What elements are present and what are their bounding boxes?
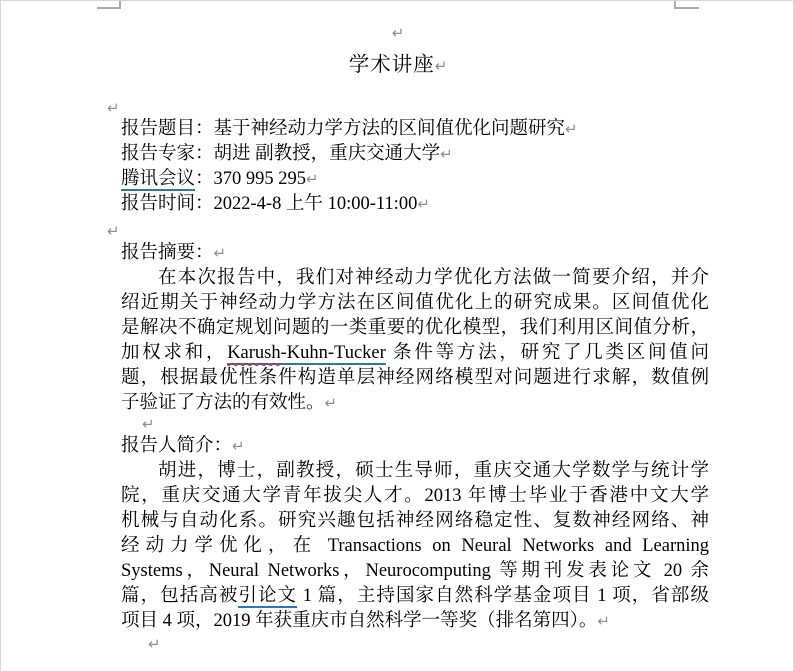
abstract-heading[interactable]	[121, 241, 709, 266]
abstract-line[interactable]	[121, 291, 709, 316]
bio-line[interactable]	[121, 609, 709, 634]
abstract-text: 子验证了方法的有效性。	[121, 393, 325, 413]
paragraph-mark-icon: ↵	[565, 120, 578, 138]
time-text: 报告时间：2022-4-8 上午 10:00-11:00	[121, 194, 418, 214]
info-line-time[interactable]	[121, 192, 709, 217]
bio-line[interactable]	[121, 484, 709, 509]
bio-heading-text: 报告人简介：	[121, 436, 233, 456]
abstract-text: 是解决不确定规划问题的一类重要的优化模型，我们利用区间值分析，	[121, 318, 709, 338]
abstract-text: 条件等方法，研究了几类区间值问	[385, 343, 709, 363]
info-line-topic[interactable]	[121, 117, 709, 142]
grammar-flagged-text: 引论文	[238, 586, 298, 606]
paragraph-mark-icon: ↵	[324, 394, 338, 412]
empty-paragraph[interactable]	[107, 96, 120, 121]
bio-line[interactable]	[121, 559, 709, 584]
bio-text: Systems，Neural Networks，Neurocomputing 等期刊发表论文 20 余	[121, 561, 709, 581]
bio-text: 项目 4 项，2019 年获重庆市自然科学一等奖（排名第四）。	[121, 611, 598, 631]
bio-text: 院，重庆交通大学青年拔尖人才。2013 年博士毕业于香港中文大学	[121, 486, 709, 506]
spellcheck-flagged-text: Karush	[227, 343, 281, 363]
bio-heading[interactable]	[121, 434, 709, 459]
bio-line[interactable]	[121, 509, 709, 534]
paragraph-mark-icon: ↵	[306, 170, 319, 188]
grammar-flagged-text: 腾讯会议	[121, 169, 196, 189]
paragraph-mark-icon: ↵	[107, 222, 120, 240]
kkt-text: -Kuhn-Tucker	[280, 343, 386, 363]
grammar-flagged-text	[227, 343, 386, 365]
empty-paragraph[interactable]	[107, 219, 120, 244]
abstract-text: 在本次报告中，我们对神经动力学优化方法做一简要介绍，并介	[158, 268, 709, 288]
info-line-meeting[interactable]	[121, 167, 709, 192]
abstract-line[interactable]	[121, 316, 709, 341]
meeting-number-text: ：370 995 295	[195, 169, 307, 189]
crop-mark-top-left-icon	[97, 1, 121, 9]
crop-mark-top-right-icon	[674, 1, 699, 9]
abstract-heading-text: 报告摘要：	[121, 243, 214, 263]
paragraph-mark-icon: ↵	[440, 145, 453, 163]
paragraph-mark-icon: ↵	[107, 99, 120, 117]
paragraph-mark-icon: ↵	[417, 195, 430, 213]
abstract-text: 题，根据最优性条件构造单层神经网络模型对问题进行求解，数值例	[121, 368, 709, 388]
bio-line[interactable]	[121, 534, 709, 559]
bio-text: 胡进，博士，副教授，硕士生导师，重庆交通大学数学与统计学	[158, 461, 709, 481]
topic-text: 报告题目：基于神经动力学方法的区间值优化问题研究	[121, 119, 566, 139]
empty-paragraph[interactable]	[148, 632, 161, 657]
document-title-line[interactable]	[1, 51, 794, 79]
abstract-line[interactable]	[121, 266, 709, 291]
abstract-line[interactable]	[121, 391, 709, 416]
paragraph-mark-icon: ↵	[434, 57, 448, 75]
paragraph-mark-icon: ↵	[232, 437, 245, 455]
paragraph-mark-icon: ↵	[148, 635, 161, 653]
bio-line[interactable]	[121, 459, 709, 484]
abstract-line[interactable]	[121, 366, 709, 391]
paragraph-mark-icon: ↵	[597, 612, 610, 630]
bio-text: 1 篇，主持国家自然科学基金项目 1 项，省部级	[297, 586, 709, 606]
abstract-text: 绍近期关于神经动力学方法在区间值优化上的研究成果。区间值优化	[121, 293, 709, 313]
bio-line[interactable]	[121, 584, 709, 609]
speaker-text: 报告专家：胡进 副教授，重庆交通大学	[121, 144, 441, 164]
empty-paragraph[interactable]	[1, 21, 794, 46]
bio-text: 经动力学优化，在 Transactions on Neural Networks and Learning	[121, 536, 709, 556]
bio-text: 机械与自动化系。研究兴趣包括神经网络稳定性、复数神经网络、神	[121, 511, 709, 531]
paragraph-mark-icon: ↵	[142, 415, 155, 433]
abstract-line[interactable]	[121, 341, 709, 366]
paragraph-mark-icon: ↵	[213, 244, 227, 262]
paragraph-mark-icon: ↵	[391, 24, 405, 42]
info-line-speaker[interactable]	[121, 142, 709, 167]
bio-text: 篇，包括高被	[121, 586, 239, 606]
abstract-text: 加权求和，	[121, 343, 228, 363]
page-title: 学术讲座	[348, 54, 435, 76]
